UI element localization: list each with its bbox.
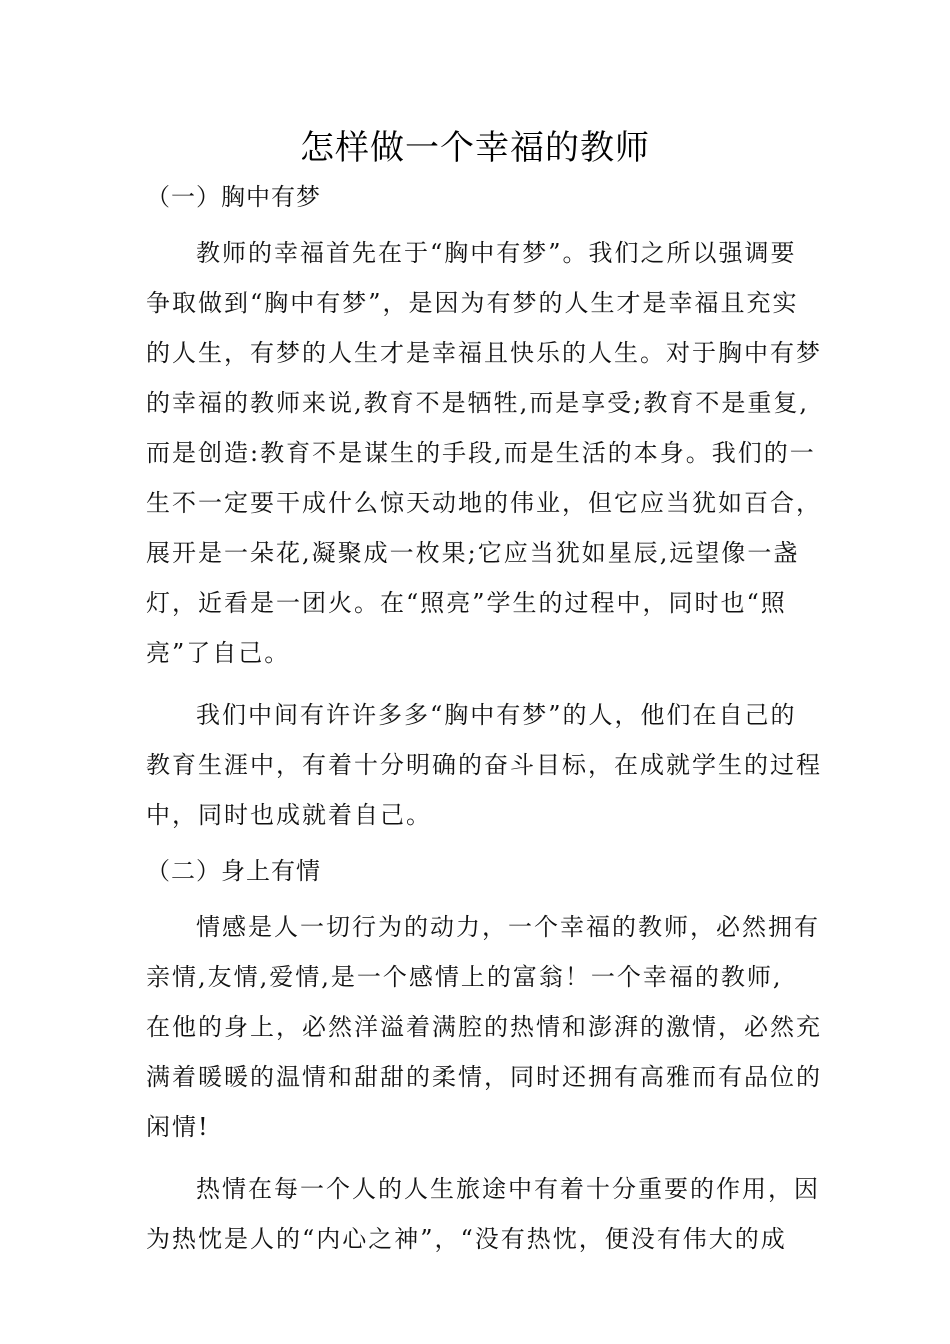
text-line: 而是创造:教育不是谋生的手段,而是生活的本身。我们的一 xyxy=(146,439,816,467)
text-line: 为热忱是人的“内心之神”，“没有热忱，便没有伟大的成 xyxy=(146,1225,787,1253)
section-heading-dream: （一）胸中有梦 xyxy=(146,183,321,211)
text-line: 我们中间有许许多多“胸中有梦”的人，他们在自己的 xyxy=(196,701,797,729)
text-line: 中，同时也成就着自己。 xyxy=(146,801,432,829)
text-line: 亲情,友情,爱情,是一个感情上的富翁！一个幸福的教师, xyxy=(146,963,783,991)
paragraph xyxy=(146,902,822,1152)
paragraph xyxy=(146,228,822,678)
section-heading-emotion: （二）身上有情 xyxy=(146,857,321,885)
text-line: 亮”了自己。 xyxy=(146,639,291,667)
document-title: 怎样做一个幸福的教师 xyxy=(300,128,650,168)
text-line: 闲情! xyxy=(146,1113,210,1141)
text-line: 满着暖暖的温情和甜甜的柔情，同时还拥有高雅而有品位的 xyxy=(146,1063,822,1091)
text-line: 在他的身上，必然洋溢着满腔的热情和澎湃的激情，必然充 xyxy=(146,1013,822,1041)
text-line: 灯，近看是一团火。在“照亮”学生的过程中，同时也“照 xyxy=(146,589,787,617)
text-line: 的人生，有梦的人生才是幸福且快乐的人生。对于胸中有梦 xyxy=(146,339,822,367)
text-line: 教育生涯中，有着十分明确的奋斗目标，在成就学生的过程 xyxy=(146,751,822,779)
paragraph xyxy=(146,1164,820,1264)
text-line: 情感是人一切行为的动力，一个幸福的教师，必然拥有 xyxy=(196,913,820,941)
text-line: 热情在每一个人的人生旅途中有着十分重要的作用，因 xyxy=(196,1175,820,1203)
text-line: 展开是一朵花,凝聚成一枚果;它应当犹如星辰,远望像一盏 xyxy=(146,539,800,567)
text-line: 生不一定要干成什么惊天动地的伟业，但它应当犹如百合， xyxy=(146,489,822,517)
text-line: 争取做到“胸中有梦”，是因为有梦的人生才是幸福且充实 xyxy=(146,289,799,317)
document-body xyxy=(146,178,822,1276)
text-line: 教师的幸福首先在于“胸中有梦”。我们之所以强调要 xyxy=(196,239,797,267)
text-line: 的幸福的教师来说,教育不是牺牲,而是享受;教育不是重复, xyxy=(146,389,809,417)
paragraph xyxy=(146,690,822,840)
